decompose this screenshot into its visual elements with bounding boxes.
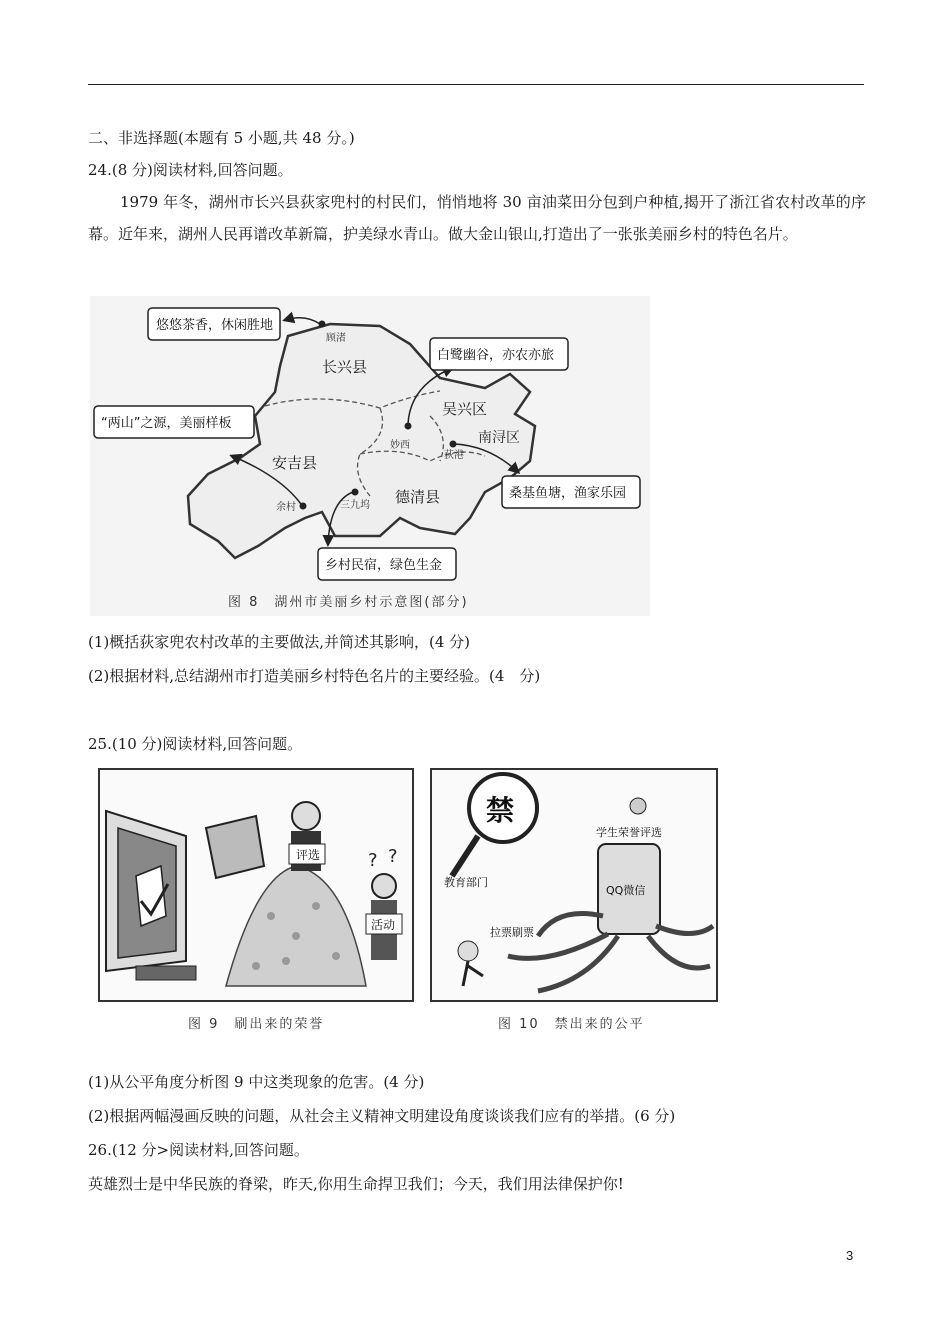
q24-sub2: (2)根据材料,总结湖州市打造美丽乡村特色名片的主要经验。(4 分) [88,667,541,685]
figure-10-cartoon [428,766,720,1036]
q24-heading: 24.(8 分)阅读材料,回答问题。 [88,161,293,179]
cartoon10-label: QQ微信 [606,884,646,897]
cartoon9-label: 评选 [296,848,321,862]
callout-label: 悠悠茶香，休闲胜地 [156,318,274,333]
q26-heading: 26.(12 分>阅读材料,回答问题。 [88,1141,309,1159]
header-rule [88,84,864,85]
figure-8-caption: 图 8 湖州市美丽乡村示意图(部分) [228,595,469,610]
section-title: 二、非选择题(本题有 5 小题,共 48 分。) [88,129,355,147]
place-label: 三九坞 [340,500,370,511]
q24-material: 1979 年冬，湖州市长兴县荻家兜村的村民们，悄悄地将 30 亩油菜田分包到户种植,揭开了浙江省农村改革的序幕。近年来，湖州人民再谱改革新篇，护美绿水青山。做大金山银山,打造出了一张张美丽乡村的特色名片。 [88,193,866,243]
q25-sub1: (1)从公平角度分析图 9 中这类现象的危害。(4 分) [88,1073,425,1091]
place-label: 顾渚 [326,333,346,344]
county-label: 吴兴区 [442,400,488,418]
page-number: 3 [846,1248,854,1263]
cartoon9-label: ? [368,850,378,871]
q25-sub2: (2)根据两幅漫画反映的问题，从社会主义精神文明建设角度谈谈我们应有的举措。(6 分) [88,1107,676,1125]
place-label: 荻港 [444,450,464,461]
callout-label: 白鹭幽谷，亦农亦旅 [437,348,555,363]
county-label: 安吉县 [272,454,318,472]
cartoon10-label: 教育部门 [444,876,488,889]
county-label: 南浔区 [478,430,520,446]
cartoon9-label: ? [388,846,398,867]
q24-sub1: (1)概括荻家兜农村改革的主要做法,并简述其影响，(4 分) [88,633,471,651]
figure-9-cartoon [96,766,416,1036]
place-label: 余村 [276,502,296,513]
q26-text: 英雄烈士是中华民族的脊梁，昨天,你用生命捍卫我们；今天，我们用法律保护你! [88,1175,624,1193]
cartoon10-label: 学生荣誉评选 [596,826,662,839]
callout-label: 乡村民宿，绿色生金 [325,558,443,573]
cartoon10-label: 禁 [486,794,515,827]
cartoon10-label: 拉票刷票 [490,926,534,939]
callout-label: 桑基鱼塘，渔家乐园 [509,486,627,501]
callout-label: “两山”之源，美丽样板 [101,416,232,431]
figure-9-caption: 图 9 刷出来的荣誉 [188,1017,325,1032]
figure-10-caption: 图 10 禁出来的公平 [498,1017,645,1032]
place-label: 妙西 [390,440,410,451]
figure-8-map [90,296,650,616]
county-label: 长兴县 [322,358,368,376]
county-label: 德清县 [395,488,441,506]
q25-heading: 25.(10 分)阅读材料,回答问题。 [88,735,303,753]
cartoon9-label: 活动 [371,918,396,932]
